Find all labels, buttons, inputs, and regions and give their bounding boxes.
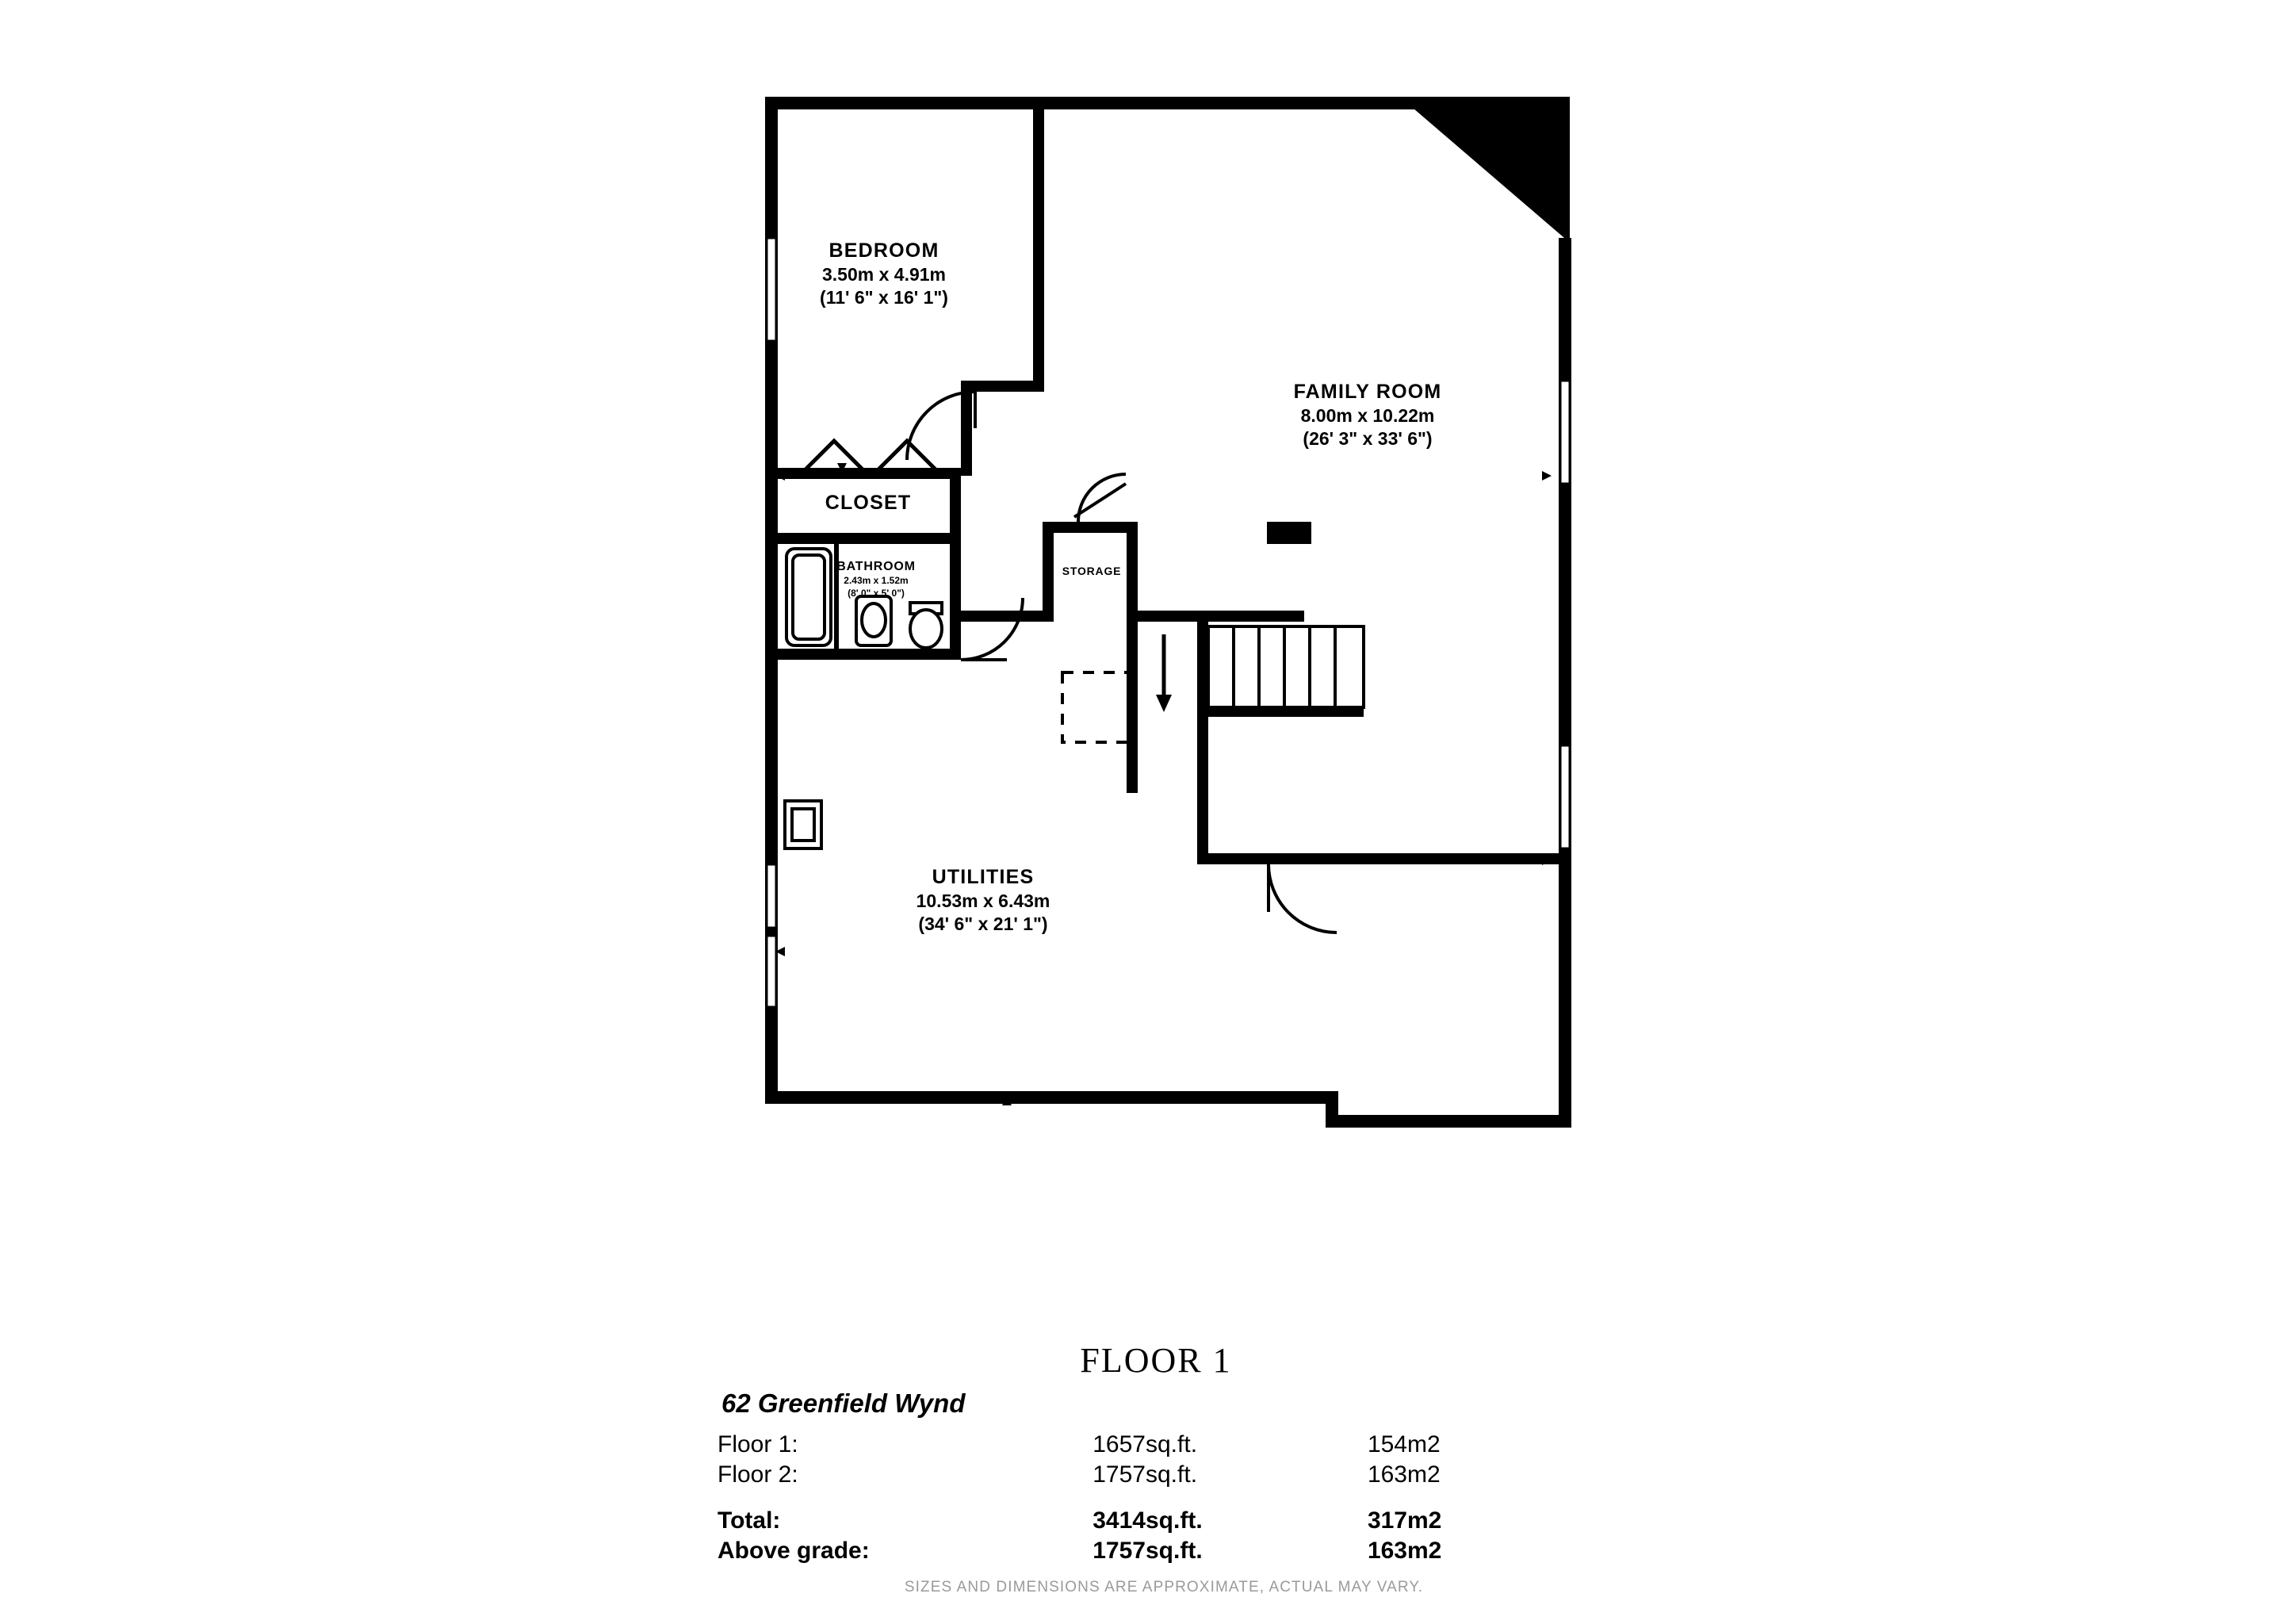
area-row-m2-unit: m2 [1407, 1461, 1441, 1488]
room-name-utilities: UTILITIES [932, 866, 1035, 888]
area-summary-table [718, 1430, 1494, 1566]
above-grade-m2: 163 [1367, 1538, 1407, 1564]
stair-arrow-head [1156, 695, 1172, 712]
room-name-bathroom: BATHROOM [836, 560, 916, 573]
room-label-family-room [1225, 379, 1510, 451]
interior-walls [778, 97, 1562, 864]
area-row-sqft-unit: sq.ft. [1146, 1431, 1198, 1457]
room-label-closet [781, 490, 955, 515]
room-dim-metric-family-room: 8.00m x 10.22m [1300, 405, 1435, 426]
room-label-utilities [856, 864, 1110, 936]
staircase [1208, 626, 1364, 707]
utility-fixture [785, 801, 821, 848]
room-dim-metric-bedroom: 3.50m x 4.91m [821, 264, 946, 285]
area-row-sqft-unit: sq.ft. [1146, 1461, 1198, 1488]
room-dim-metric-utilities: 10.53m x 6.43m [916, 891, 1050, 911]
area-row-m2: 154 [1367, 1431, 1407, 1457]
room-dim-imperial-bathroom: (8' 0" x 5' 0") [848, 587, 905, 599]
room-dim-metric-bathroom: 2.43m x 1.52m [844, 575, 909, 587]
area-row-sqft: 1757 [1093, 1461, 1146, 1488]
area-row-label: Floor 1: [718, 1431, 798, 1457]
total-sqft-unit: sq.ft. [1146, 1507, 1203, 1534]
above-grade-sqft: 1757 [1093, 1538, 1146, 1564]
total-label: Total: [718, 1507, 781, 1534]
total-sqft: 3414 [1093, 1507, 1146, 1534]
above-grade-label: Above grade: [718, 1538, 870, 1564]
dashed-column [1062, 672, 1132, 742]
room-dim-imperial-bedroom: (11' 6" x 16' 1") [820, 287, 948, 308]
table-row-total [718, 1490, 1494, 1536]
room-name-bedroom: BEDROOM [828, 239, 939, 262]
room-label-bathroom [805, 559, 947, 599]
room-label-storage [1045, 565, 1138, 579]
room-name-closet: CLOSET [825, 492, 912, 514]
area-row-m2: 163 [1367, 1461, 1407, 1488]
table-row [718, 1460, 1494, 1490]
above-grade-m2-unit: m2 [1407, 1538, 1442, 1564]
area-row-m2-unit: m2 [1407, 1431, 1441, 1457]
room-name-family-room: FAMILY ROOM [1293, 381, 1442, 403]
total-m2: 317 [1367, 1507, 1407, 1534]
room-label-bedroom [757, 238, 1011, 310]
room-dim-imperial-utilities: (34' 6" x 21' 1") [918, 914, 1048, 935]
area-row-sqft: 1657 [1093, 1431, 1146, 1457]
area-row-label: Floor 2: [718, 1461, 798, 1488]
disclaimer-text: SIZES AND DIMENSIONS ARE APPROXIMATE, ACTUAL MAY VARY. [904, 1579, 1424, 1595]
table-row-above-grade [718, 1536, 1494, 1566]
total-m2-unit: m2 [1407, 1507, 1442, 1534]
fireplace-block [1267, 522, 1311, 544]
room-dim-imperial-family-room: (26' 3" x 33' 6") [1303, 428, 1433, 450]
floor-title: FLOOR 1 [1080, 1341, 1232, 1380]
floor-plan-footer [0, 1340, 2296, 1596]
table-row [718, 1430, 1494, 1460]
property-address: 62 Greenfield Wynd [721, 1388, 966, 1418]
room-name-storage: STORAGE [1062, 565, 1122, 577]
above-grade-sqft-unit: sq.ft. [1146, 1538, 1203, 1564]
